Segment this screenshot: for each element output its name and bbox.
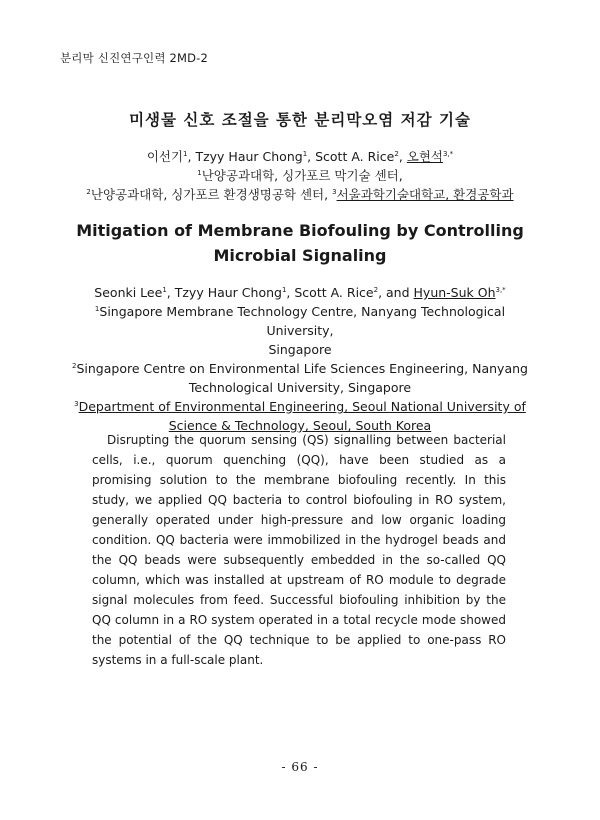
affil-ko-2-sup: 2 [86, 187, 91, 196]
affil-en-1-sup: 1 [94, 304, 100, 313]
session-header: 분리막 신진연구인력 2MD-2 [60, 51, 209, 65]
author-1-en-sup: 1 [162, 285, 167, 294]
author-3-ko-sup: 2 [394, 149, 399, 158]
title-english [40, 218, 560, 268]
author-4-ko: 오현석 [406, 149, 443, 164]
author-3-en: , Scott A. Rice [286, 285, 374, 300]
affiliation-en-3 [60, 397, 540, 416]
author-sep-ko: , [398, 149, 407, 164]
title-english-line-1: Mitigation of Membrane Biofouling by Controlling [76, 221, 524, 240]
author-1-ko-sup: 1 [183, 149, 188, 158]
author-2-en: , Tzyy Haur Chong [166, 285, 282, 300]
affil-en-3-line-2: Science & Technology, Seoul, South Korea [168, 418, 432, 433]
author-list-korean [70, 147, 530, 166]
author-4-en-sup: 3,* [495, 285, 506, 294]
author-3-en-sup: 2 [373, 285, 379, 294]
page-number: - 66 - [281, 760, 319, 774]
affil-en-2-line-1: Singapore Centre on Environmental Life Sciences Engineering, Nanyang [76, 361, 528, 376]
affil-en-3-line-1: Department of Environmental Engineering, Seoul National University of [78, 399, 526, 414]
author-1-en: Seonki Lee [94, 285, 163, 300]
title-korean: 미생물 신호 조절을 통한 분리막오염 저감 기술 [129, 111, 471, 129]
authors-korean [70, 147, 530, 204]
affil-ko-1-sup: 1 [197, 168, 202, 177]
affil-ko-3-sup: 3 [332, 187, 337, 196]
affil-ko-1-text: 난양공과대학, 싱가포르 막기술 센터, [201, 168, 403, 183]
author-list-english [60, 283, 540, 302]
author-4-en: Hyun-Suk Oh [413, 285, 496, 300]
author-4-ko-sup: 3,* [443, 149, 454, 158]
author-2-en-sup: 1 [281, 285, 287, 294]
title-english-line-2: Microbial Signaling [213, 246, 387, 265]
affiliation-ko-2 [70, 185, 530, 204]
affil-en-2-line-2: Technological University, Singapore [188, 380, 412, 395]
author-2-ko: , Tzyy Haur Chong [187, 149, 303, 164]
author-sep-en: , and [378, 285, 414, 300]
abstract-paragraph: Disrupting the quorum sensing (QS) signalling between bacterial cells, i.e., quorum quenching (QQ), have been studied as a promising solution to the membrane biofouling recently. In this study, we applied QQ bacteria to control biofouling in RO system, generally operated under high-pressure and low organic loading condition. QQ bacteria were immobilized in the hydrogel beads and the QQ beads were subsequently embedded in the so-called QQ column, which was installed at upstream of RO module to degrade signal molecules from feed. Successful biofouling inhibition by the QQ column in a RO system operated in a total recycle mode showed the potential of the QQ technique to be applied to one-pass RO systems in a full-scale plant. [92, 433, 506, 667]
affil-ko-2-text: 난양공과대학, 싱가포르 환경생명공학 센터, [90, 187, 333, 202]
affil-en-1-line-2: Singapore [268, 342, 332, 357]
author-3-ko: , Scott A. Rice [307, 149, 395, 164]
affil-en-3-sup: 3 [74, 399, 79, 408]
affil-en-1-line-1: Singapore Membrane Technology Centre, Nanyang Technological University, [99, 304, 506, 338]
author-2-ko-sup: 1 [302, 149, 308, 158]
affiliation-ko-1 [70, 166, 530, 185]
affiliation-en-1 [60, 302, 540, 340]
author-1-ko: 이선기 [146, 149, 184, 164]
authors-english [60, 283, 540, 435]
affil-en-2-sup: 2 [72, 361, 77, 370]
affil-ko-3-text: 서울과학기술대학교, 환경공학과 [336, 187, 514, 202]
affiliation-en-2 [60, 359, 540, 378]
